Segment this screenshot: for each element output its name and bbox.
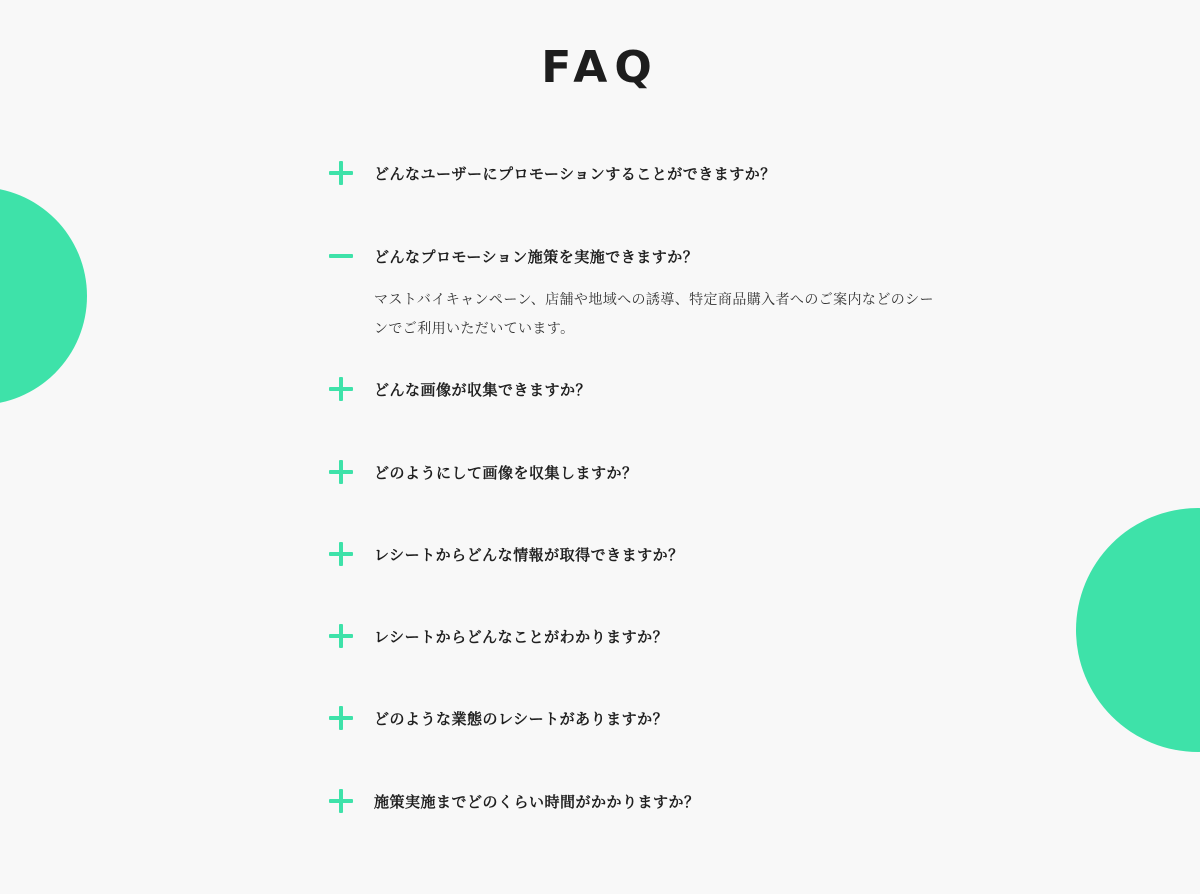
plus-icon (328, 459, 354, 485)
faq-question-toggle[interactable] (328, 540, 948, 568)
faq-question-toggle[interactable] (328, 704, 948, 732)
decorative-circle-right (1076, 508, 1200, 752)
plus-icon (328, 623, 354, 649)
faq-question-text: レシートからどんなことがわかりますか？ (374, 627, 669, 646)
faq-question-toggle[interactable] (328, 787, 948, 815)
faq-item (328, 375, 948, 403)
faq-item (328, 787, 948, 815)
faq-item (328, 159, 948, 187)
plus-icon (328, 788, 354, 814)
plus-icon (328, 705, 354, 731)
faq-item (328, 540, 948, 568)
plus-icon (328, 376, 354, 402)
faq-item (328, 242, 948, 344)
faq-question-toggle[interactable] (328, 159, 948, 187)
faq-question-text: 施策実施までどのくらい時間がかかりますか？ (374, 792, 700, 811)
page-title: FAQ (541, 42, 659, 93)
faq-item (328, 458, 948, 486)
faq-question-text: どのようにして画像を収集しますか？ (374, 463, 638, 482)
faq-question-toggle[interactable] (328, 375, 948, 403)
faq-question-toggle[interactable] (328, 458, 948, 486)
plus-icon (328, 160, 354, 186)
faq-answer-text: マストバイキャンペーン、店舗や地域への誘導、特定商品購入者へのご案内などのシーンでご利用いただいています。 (374, 292, 934, 337)
faq-question-text: どんな画像が収集できますか？ (374, 380, 592, 399)
faq-question-toggle[interactable] (328, 242, 948, 270)
decorative-circle-left (0, 187, 87, 405)
faq-item (328, 704, 948, 732)
plus-icon (328, 541, 354, 567)
faq-question-text: どのような業態のレシートがありますか？ (374, 709, 669, 728)
faq-item (328, 622, 948, 650)
faq-question-toggle[interactable] (328, 622, 948, 650)
faq-question-text: レシートからどんな情報が取得できますか？ (374, 545, 684, 564)
faq-question-text: どんなプロモーション施策を実施できますか？ (374, 247, 699, 266)
minus-icon (328, 243, 354, 269)
faq-question-text: どんなユーザーにプロモーションすることができますか？ (374, 164, 776, 183)
